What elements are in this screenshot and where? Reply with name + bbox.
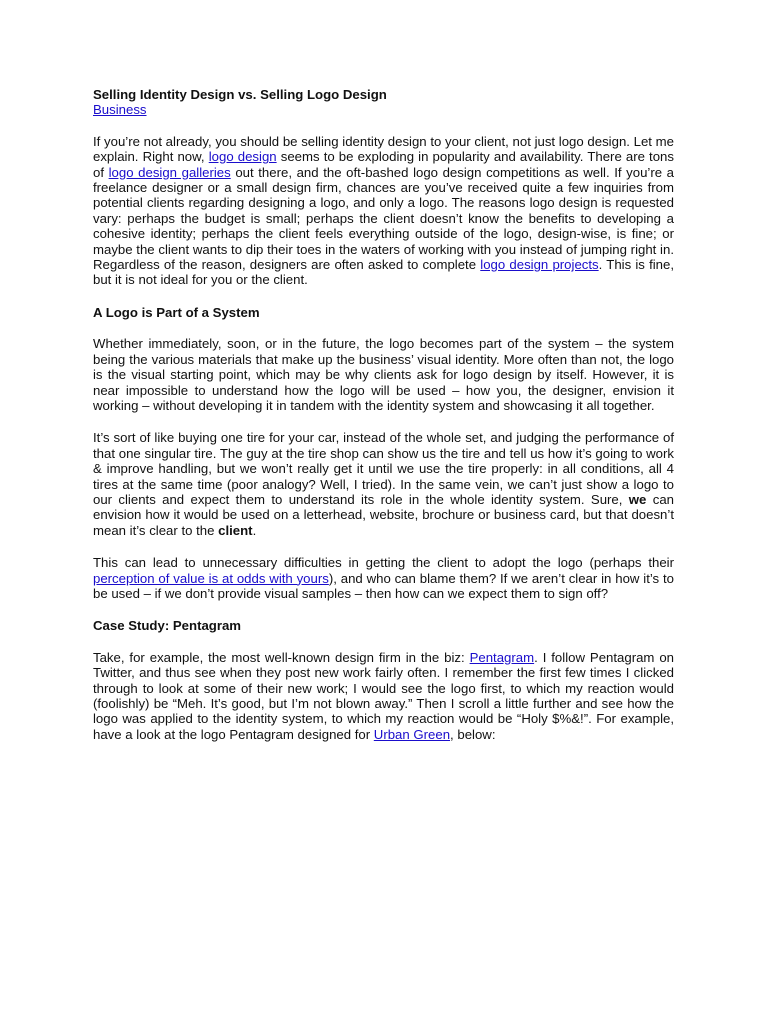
- text-span: If you’re not already, you should be selling identity design to your client, not just logo design. Let me explain. Right now,: [93, 133, 674, 165]
- text-span: It’s sort of like buying one tire for your car, instead of the whole set, and judging the performance of that one singular tire. The guy at the tire shop can show us the tire and tell us how it’s going to work & improve handling, but we won’t really get it until we use the tire properly: in all conditions, all 4 tires at the same time (poor analogy? Well, I tried). In the same vein, we can’t just show a logo to our clients and expect them to understand its role in the whole identity system. Sure,: [93, 430, 674, 507]
- text-span: out there, and the oft-bashed logo design competitions as well. If you’re a freelance designer or a small design firm, chances are you’ve received quite a few inquiries from potential clients regarding designing a logo, and only a logo. The reasons logo design is requested vary: perhaps the budget is small; perhaps the client doesn’t know the benefits to developing a cohesive identity; perhaps the client feels everything outside of the logo, design-wise, is fine; or maybe the client wants to dip their toes in the waters of working with you instead of jumping right in. Regardless of the reason, designers are often asked to complete: [93, 164, 675, 273]
- logo-design-link[interactable]: logo design: [208, 149, 277, 165]
- paragraph-tire-analogy: [93, 430, 674, 538]
- text-span: can envision how it would be used on a letterhead, website, brochure or business card, but that doesn’t mean it’s clear to the: [93, 491, 674, 538]
- paragraph-system: Whether immediately, soon, or in the future, the logo becomes part of the system – the system being the various materials that make up the business’ visual identity. More often than not, the logo is the visual starting point, which may be why clients ask for logo design by itself. However, it is near impossible to understand how the logo will be used – how you, the designer, envision it working – without developing it in tandem with the identity system and showcasing it all together.: [93, 336, 674, 413]
- document-page: [93, 87, 674, 759]
- logo-design-projects-link[interactable]: logo design projects: [480, 257, 599, 273]
- section-heading-logo-system: A Logo is Part of a System: [93, 304, 260, 320]
- pentagram-link[interactable]: Pentagram: [469, 649, 535, 665]
- urban-green-link[interactable]: Urban Green: [373, 726, 451, 742]
- paragraph-pentagram: [93, 650, 674, 742]
- text-span: ), and who can blame them? If we aren’t clear in how it’s to be used – if we don’t provide visual samples – then how can we expect them to sign off?: [93, 570, 674, 601]
- text-span: Take, for example, the most well-known design firm in the biz:: [93, 649, 470, 665]
- section-heading-case-study: Case Study: Pentagram: [93, 618, 242, 634]
- text-span: , below:: [450, 726, 496, 742]
- perception-of-value-link[interactable]: perception of value is at odds with yours: [93, 570, 329, 586]
- text-span: seems to be exploding in popularity and availability. There are tons of: [93, 149, 674, 180]
- paragraph-difficulties: [93, 555, 674, 601]
- logo-design-galleries-link[interactable]: logo design galleries: [108, 164, 231, 180]
- text-span: . This is fine, but it is not ideal for you or the client.: [93, 257, 675, 288]
- bold-client: client: [218, 522, 253, 538]
- paragraph-intro: [93, 134, 674, 288]
- category-link[interactable]: Business: [93, 102, 147, 118]
- article-title: Selling Identity Design vs. Selling Logo Design: [93, 87, 387, 102]
- text-span: . I follow Pentagram on Twitter, and thus see when they post new work fairly often. I remember the first few times I clicked through to look at some of their new work; I would see the logo first, to which my reaction would (foolishly) be “Meh. It’s good, but I’m not blown away.” Then I scroll a little further and see how the logo was applied to the identity system, to which my reaction would be “Holy $%&!”. For example, have a look at the logo Pentagram designed for: [93, 649, 674, 742]
- bold-we: we: [628, 491, 647, 507]
- text-span: This can lead to unnecessary difficulties in getting the client to adopt the logo (perhaps their: [93, 555, 674, 571]
- text-span: .: [252, 522, 257, 538]
